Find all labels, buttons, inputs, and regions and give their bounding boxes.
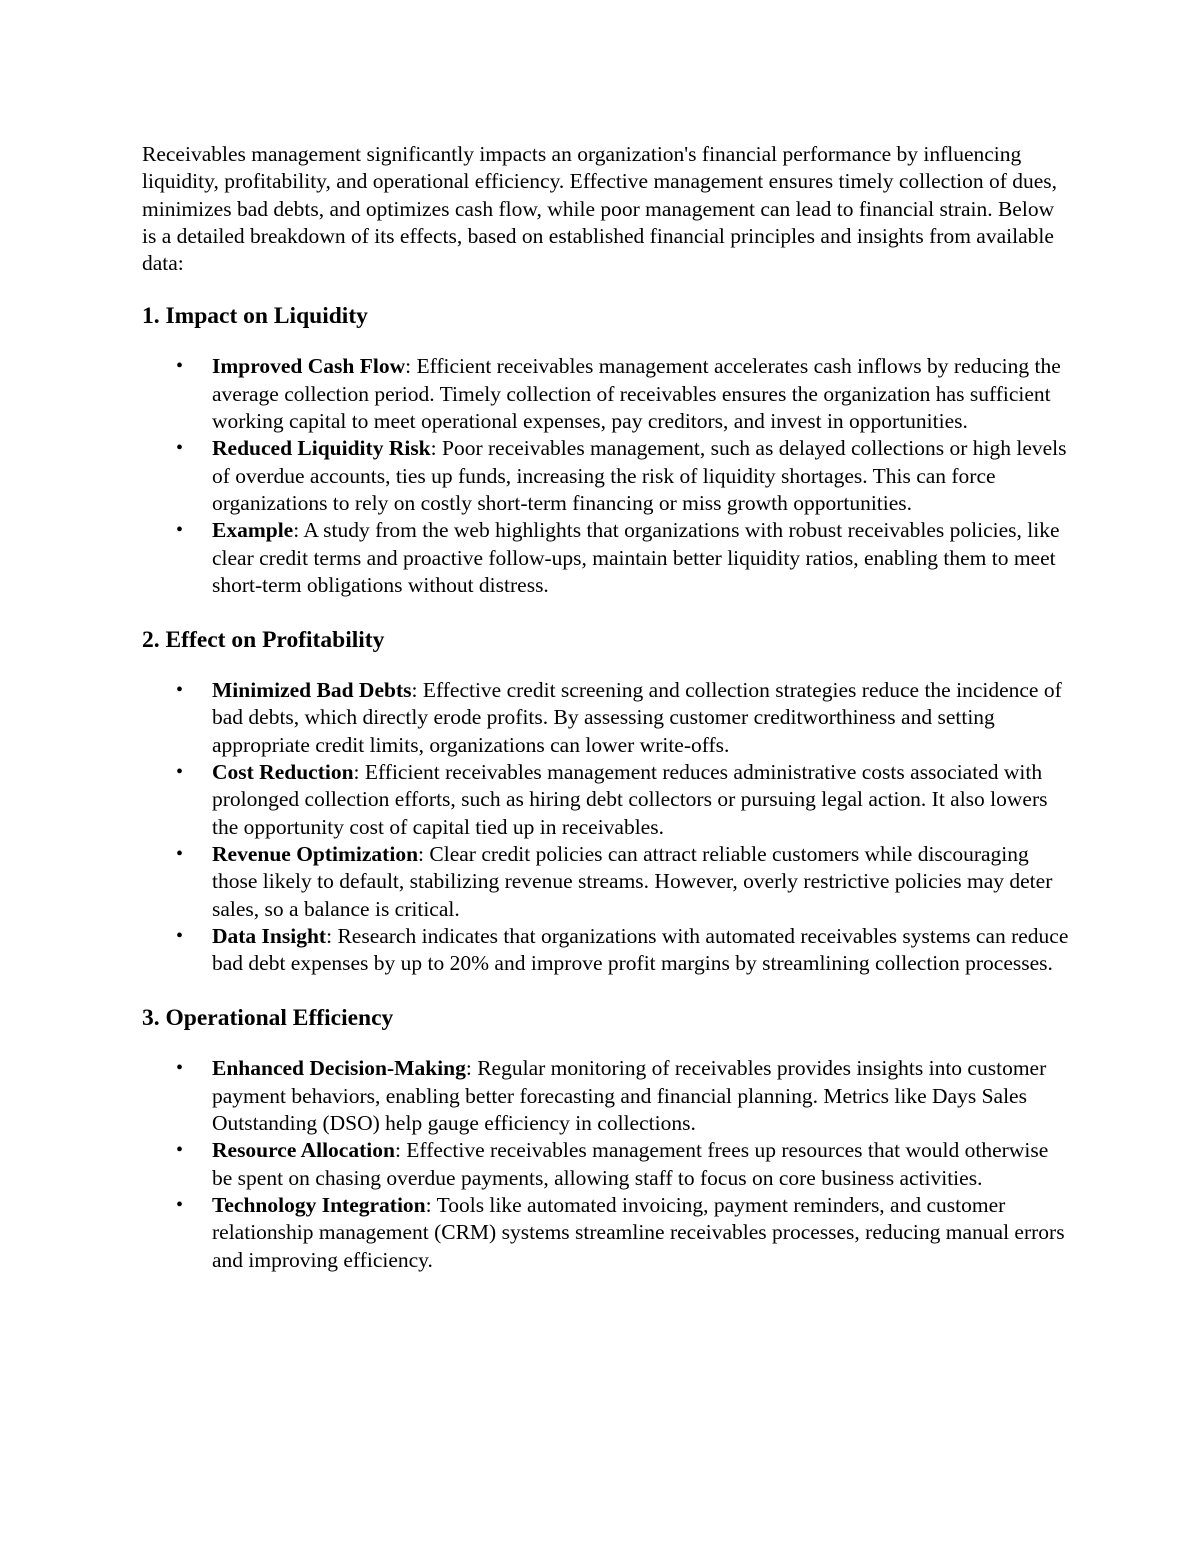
section-heading-operational-efficiency: 3. Operational Efficiency (142, 1005, 394, 1032)
bullet-icon: • (176, 924, 184, 947)
list-item (142, 1137, 1072, 1192)
list-item (142, 1055, 1072, 1137)
section-heading-liquidity: 1. Impact on Liquidity (142, 303, 368, 330)
list-item (142, 1192, 1072, 1274)
list-item (142, 353, 1072, 435)
item-term: Enhanced Decision-Making (212, 1056, 466, 1081)
liquidity-list (142, 353, 1072, 599)
document-page (142, 141, 1072, 1274)
bullet-icon: • (176, 842, 184, 865)
bullet-icon: • (176, 679, 184, 702)
item-term: Improved Cash Flow (212, 354, 406, 379)
item-text: : Effective receivables management frees up resources that would otherwise be spent on chasing overdue payments, allowing staff to focus on core business activities. (212, 1138, 1049, 1190)
profitability-list (142, 677, 1072, 977)
item-text: : Clear credit policies can attract reliable customers while discouraging those likely to default, stabilizing revenue streams. However, overly restrictive policies may deter sales, so a balance is critical. (212, 841, 1053, 921)
list-item (142, 841, 1072, 923)
item-term: Cost Reduction (212, 760, 354, 785)
item-term: Data Insight (212, 923, 327, 948)
list-item (142, 517, 1072, 599)
item-term: Minimized Bad Debts (212, 678, 412, 703)
section-heading-profitability: 2. Effect on Profitability (142, 627, 385, 654)
bullet-icon: • (176, 1057, 184, 1080)
list-item (142, 759, 1072, 841)
item-text: : Effective credit screening and collection strategies reduce the incidence of bad debts, which directly erode profits. By assessing customer creditworthiness and setting appropriate credit limits, organizations can lower write-offs. (212, 678, 1062, 757)
bullet-icon: • (176, 437, 184, 460)
item-text: : Tools like automated invoicing, payment reminders, and customer relationship management (CRM) systems streamline receivables processes, reducing manual errors and improving efficiency. (212, 1192, 1065, 1272)
bullet-icon: • (176, 355, 184, 378)
item-term: Reduced Liquidity Risk (212, 436, 431, 461)
list-item (142, 923, 1072, 978)
bullet-icon: • (176, 519, 184, 542)
bullet-icon: • (176, 1193, 184, 1216)
item-term: Technology Integration (212, 1192, 426, 1217)
bullet-icon: • (176, 1139, 184, 1162)
bullet-icon: • (176, 761, 184, 784)
item-text: : Efficient receivables management accelerates cash inflows by reducing the average collection period. Timely collection of receivables ensures the organization has sufficient working capital to meet operational expenses, pay creditors, and invest in opportunities. (212, 354, 1061, 434)
item-term: Revenue Optimization (212, 841, 419, 866)
item-term: Example (212, 518, 294, 543)
item-term: Resource Allocation (212, 1138, 395, 1163)
intro-paragraph: Receivables management significantly impacts an organization's financial performance by influencing liquidity, profitability, and operational efficiency. Effective management ensures timely collection of dues, minimizes bad debts, and optimizes cash flow, while poor management can lead to financial strain. Below is a detailed breakdown of its effects, based on established financial principles and insights from available data: (142, 142, 1058, 276)
item-text: : A study from the web highlights that organizations with robust receivables policies, like clear credit terms and proactive follow-ups, maintain better liquidity ratios, enabling them to meet short-term obligations without distress. (212, 518, 1060, 597)
item-text: : Poor receivables management, such as delayed collections or high levels of overdue accounts, ties up funds, increasing the risk of liquidity shortages. This can force organizations to rely on costly short-term financing or miss growth opportunities. (212, 436, 1067, 515)
item-text: : Regular monitoring of receivables provides insights into customer payment behaviors, enabling better forecasting and financial planning. Metrics like Days Sales Outstanding (DSO) help gauge efficiency in collections. (212, 1056, 1047, 1136)
item-text: : Research indicates that organizations with automated receivables systems can reduce bad debt expenses by up to 20% and improve profit margins by streamlining collection processes. (212, 923, 1069, 976)
list-item (142, 677, 1072, 759)
item-text: : Efficient receivables management reduces administrative costs associated with prolonged collection efforts, such as hiring debt collectors or pursuing legal action. It also lowers the opportunity cost of capital tied up in receivables. (212, 760, 1048, 839)
operational-efficiency-list (142, 1055, 1072, 1273)
list-item (142, 435, 1072, 517)
